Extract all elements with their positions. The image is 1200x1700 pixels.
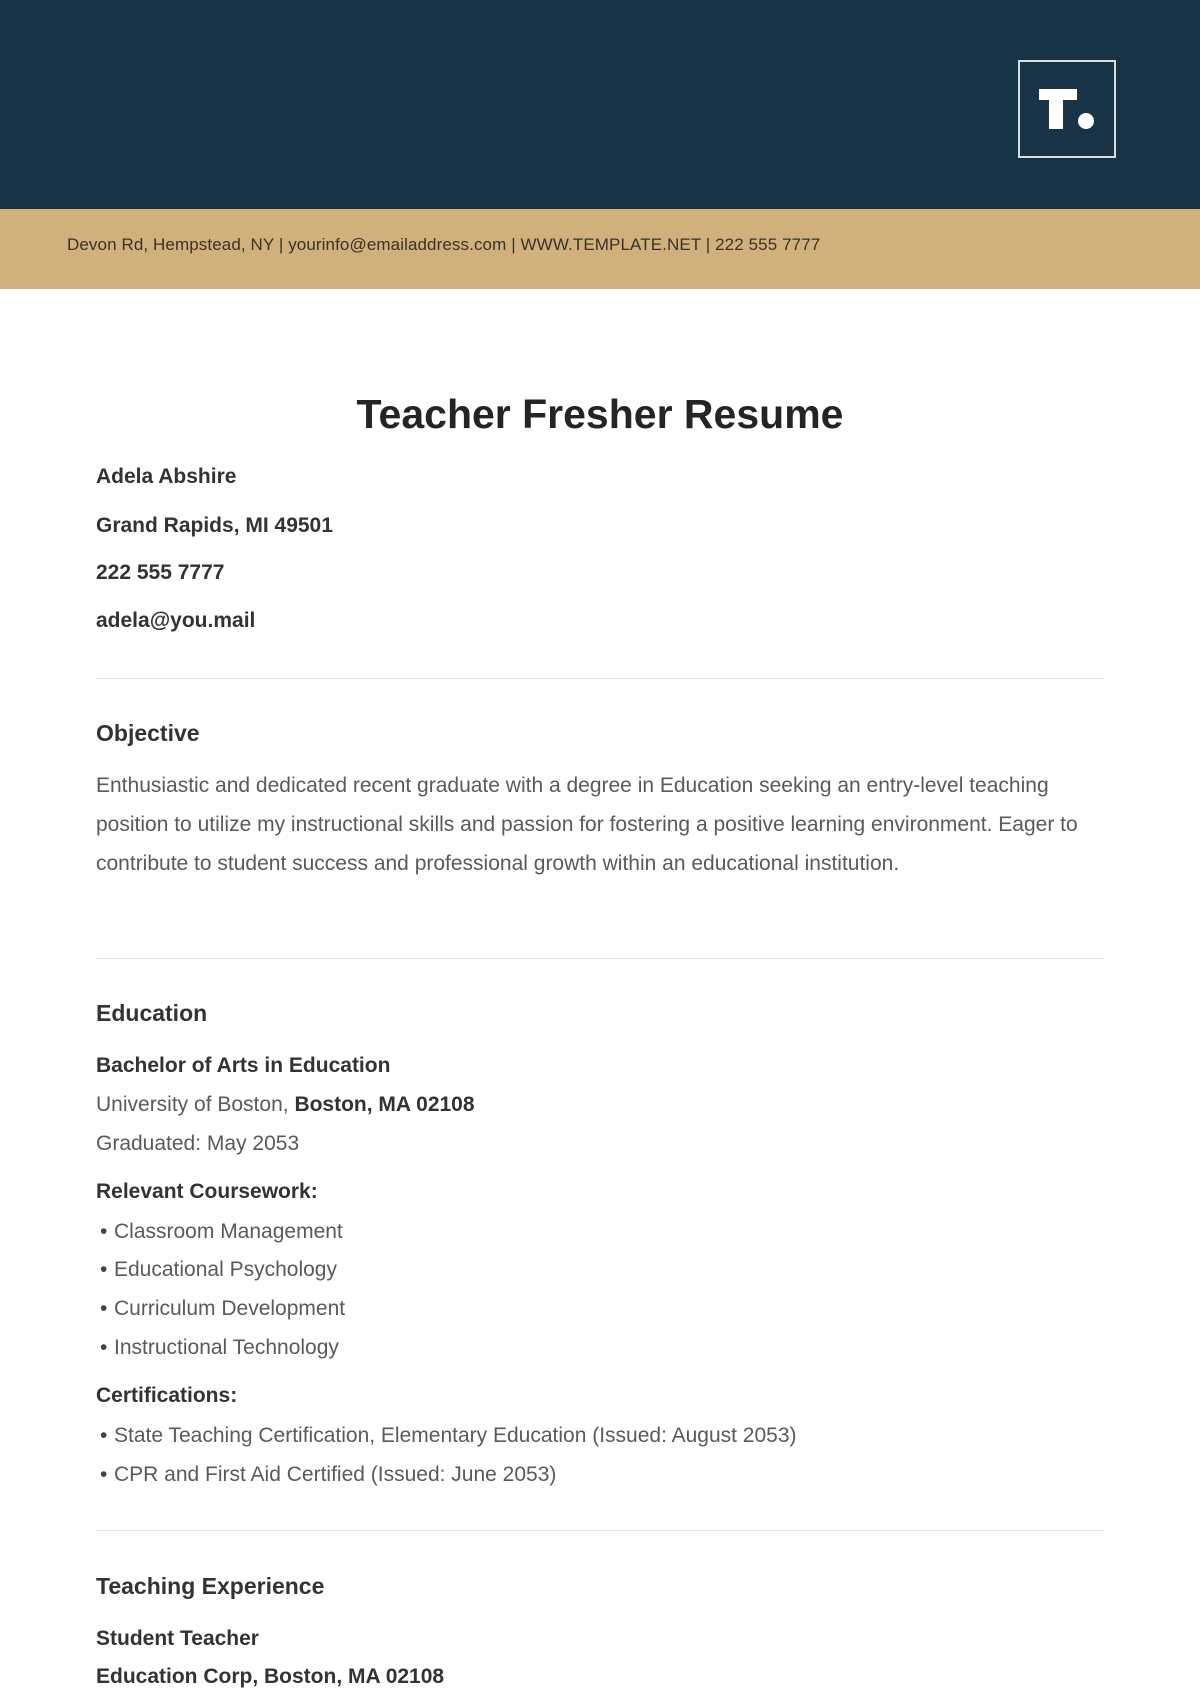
- coursework-heading: Relevant Coursework:: [96, 1180, 318, 1203]
- bullet-icon: •: [100, 1463, 108, 1486]
- page-title: Teacher Fresher Resume: [356, 391, 844, 437]
- list-item: [100, 1258, 337, 1282]
- bullet-icon: •: [100, 1424, 108, 1447]
- bullet-icon: •: [100, 1258, 108, 1281]
- list-item: [100, 1336, 339, 1360]
- header-contact-line: Devon Rd, Hempstead, NY | yourinfo@emailaddress.com | WWW.TEMPLATE.NET | 222 555 7777: [67, 235, 821, 254]
- education-school-name: University of Boston,: [96, 1093, 289, 1116]
- person-phone: 222 555 7777: [96, 561, 225, 584]
- coursework-item: Educational Psychology: [114, 1258, 337, 1281]
- education-graduated: Graduated: May 2053: [96, 1132, 300, 1155]
- experience-employer: Education Corp, Boston, MA 02108: [96, 1665, 445, 1688]
- experience-role: Student Teacher: [96, 1627, 259, 1650]
- education-degree: Bachelor of Arts in Education: [96, 1054, 391, 1077]
- section-divider: [96, 1530, 1104, 1531]
- template-t-logo-icon: [1018, 60, 1116, 158]
- list-item: [100, 1297, 345, 1321]
- education-heading: Education: [96, 1000, 208, 1026]
- list-item: [100, 1220, 343, 1244]
- certifications-heading: Certifications:: [96, 1384, 238, 1407]
- certification-item: CPR and First Aid Certified (Issued: June 2053): [114, 1463, 557, 1486]
- education-school: [96, 1093, 475, 1117]
- bullet-icon: •: [100, 1220, 108, 1243]
- person-name: Adela Abshire: [96, 465, 237, 488]
- experience-heading: Teaching Experience: [96, 1573, 325, 1599]
- person-location: Grand Rapids, MI 49501: [96, 514, 333, 537]
- bullet-icon: •: [100, 1297, 108, 1320]
- bullet-icon: •: [100, 1336, 108, 1359]
- coursework-item: Curriculum Development: [114, 1297, 346, 1320]
- coursework-item: Instructional Technology: [114, 1336, 339, 1359]
- education-school-location: Boston, MA 02108: [294, 1093, 475, 1116]
- coursework-item: Classroom Management: [114, 1220, 343, 1243]
- objective-text: Enthusiastic and dedicated recent graduate with a degree in Education seeking an entry-level teaching position to utilize my instructional skills and passion for fostering a positive learning environment. Eager to contribute to student success and professional growth within an educational institution.: [96, 774, 1078, 875]
- certification-item: State Teaching Certification, Elementary Education (Issued: August 2053): [114, 1424, 797, 1447]
- objective-heading: Objective: [96, 720, 200, 746]
- list-item: [100, 1463, 556, 1487]
- header-band: [0, 0, 1200, 209]
- section-divider: [96, 678, 1104, 679]
- section-divider: [96, 958, 1104, 959]
- person-email: adela@you.mail: [96, 609, 256, 632]
- list-item: [100, 1424, 797, 1448]
